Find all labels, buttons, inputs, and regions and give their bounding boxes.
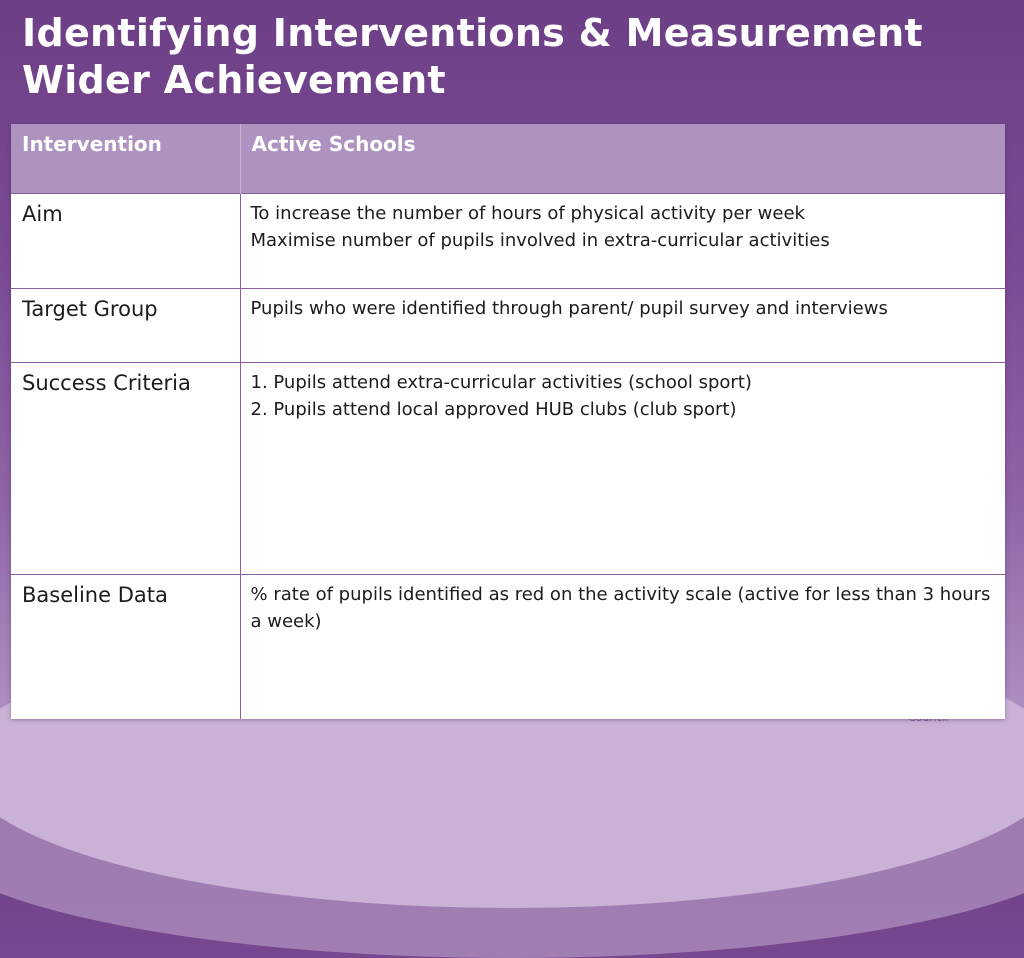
aim-line-2: Maximise number of pupils involved in extra-curricular activities bbox=[250, 229, 830, 251]
success-criteria-item-2: 2. Pupils attend local approved HUB clubs (club sport) bbox=[250, 398, 737, 420]
header-intervention: Intervention bbox=[11, 124, 240, 193]
slide-title-line-1: Identifying Interventions & Measurement bbox=[22, 11, 923, 55]
success-criteria-item-1: 1. Pupils attend extra-curricular activities (school sport) bbox=[250, 371, 752, 393]
target-group-text: Pupils who were identified through parent/ pupil survey and interviews bbox=[250, 297, 888, 319]
header-active-schools: Active Schools bbox=[240, 124, 1005, 193]
intervention-table bbox=[11, 124, 1005, 719]
table-row-aim bbox=[11, 193, 1005, 288]
row-label-success-criteria: Success Criteria bbox=[11, 362, 240, 574]
row-label-baseline-data: Baseline Data bbox=[11, 574, 240, 719]
row-value-aim bbox=[240, 193, 1005, 288]
aim-line-1: To increase the number of hours of physical activity per week bbox=[250, 202, 805, 224]
table-row-target-group bbox=[11, 288, 1005, 362]
row-value-target-group bbox=[240, 288, 1005, 362]
table-header-row bbox=[11, 124, 1005, 193]
row-value-success-criteria bbox=[240, 362, 1005, 574]
table-row-success-criteria bbox=[11, 362, 1005, 574]
row-label-aim: Aim bbox=[11, 193, 240, 288]
baseline-data-text: % rate of pupils identified as red on the activity scale (active for less than 3 hours a week) bbox=[250, 583, 991, 632]
slide-title bbox=[22, 10, 923, 104]
table-row-baseline-data bbox=[11, 574, 1005, 719]
row-label-target-group: Target Group bbox=[11, 288, 240, 362]
row-value-baseline-data bbox=[240, 574, 1005, 719]
slide-title-line-2: Wider Achievement bbox=[22, 58, 446, 102]
